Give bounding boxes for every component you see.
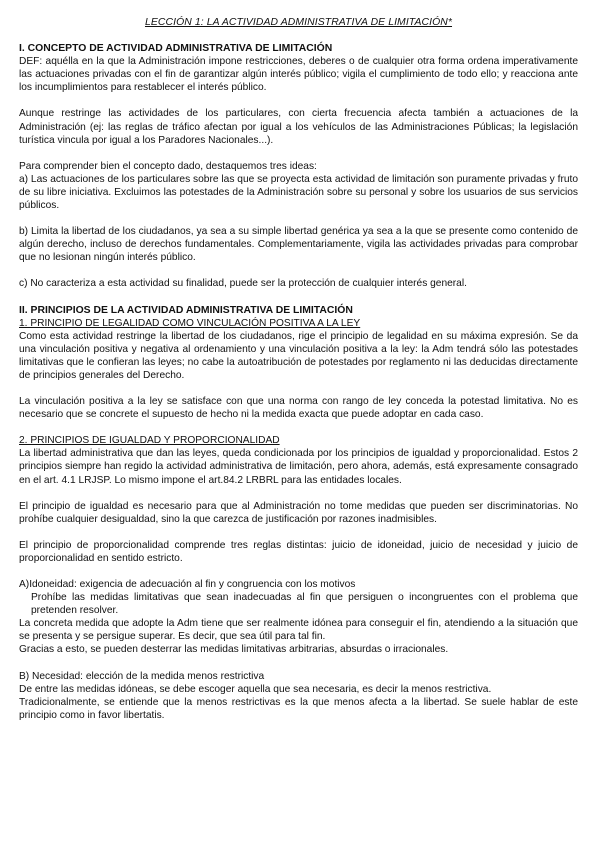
necessity-paragraph-2: Tradicionalmente, se entiende que la menos restrictivas es la que menos afecta a la libertad. Se suele hablar de este principio como in favor libertatis. [19, 696, 578, 721]
suitability-paragraph-2: La concreta medida que adopte la Adm tiene que ser realmente idónea para conseguir el fin, atendiendo a la situación que se presenta y se persigue superar. Es decir, que sea útil para tal fin. [19, 618, 578, 643]
idea-b-paragraph: b) Limita la libertad de los ciudadanos, ya sea a su simple libertad genérica ya sea a la que se presente como contenido de algún derecho, incluso de derechos fundamentales. Complementariamente, vigila las actividades privadas para comprobar que no lesionan ningún interés público. [19, 226, 578, 264]
suitability-paragraph-3: Gracias a esto, se pueden desterrar las medidas limitativas arbitrarias, absurdas o irracionales. [19, 644, 449, 656]
three-ideas-intro: Para comprender bien el concepto dado, destaquemos tres ideas: [19, 160, 317, 172]
lesson-title: LECCIÓN 1: LA ACTIVIDAD ADMINISTRATIVA DE LIMITACIÓN* [144, 17, 453, 28]
suitability-heading: A)Idoneidad: exigencia de adecuación al fin y congruencia con los motivos [19, 579, 356, 590]
idea-c-paragraph: c) No caracteriza a esta actividad su finalidad, puede ser la protección de cualquier interés general. [19, 278, 467, 290]
subsection-2-heading: 2. PRINCIPIOS DE IGUALDAD Y PROPORCIONALIDAD [19, 435, 280, 447]
section-2-heading: II. PRINCIPIOS DE LA ACTIVIDAD ADMINISTRATIVA DE LIMITACIÓN [19, 304, 353, 316]
idea-a-paragraph: a) Las actuaciones de los particulares sobre las que se proyecta esta actividad de limitación son puramente privadas y fruto de su libre iniciativa. Excluimos las potestades de la Administración sobre su personal y sobre los usuarios de sus servicios públicos. [19, 173, 578, 212]
suitability-paragraph-1: Prohíbe las medidas limitativas que sean inadecuadas al fin que persiguen o incongruentes con el problema que pretenden resolver. [31, 592, 578, 617]
equality-paragraph-2: El principio de igualdad es necesario para que al Administración no tome medidas que pueden ser discriminatorias. No prohíbe cualquier desigualdad, sino la que carezca de justificación por razones inadmisibles. [19, 500, 578, 525]
necessity-paragraph-1: De entre las medidas idóneas, se debe escoger aquella que sea necesaria, es decir la menos restrictiva. [19, 683, 492, 695]
legality-paragraph-1: Como esta actividad restringe la libertad de los ciudadanos, rige el principio de legalidad en su máxima expresión. Se da una vinculación positiva y negativa al ordenamiento y una vinculación positiva a la ley: la Adm tendrá sólo las potestades limitativas que le confieran las leyes; no cabe la autoatribución de potestades por reglamento ni las deducidas directamente de principios generales del Derecho. [19, 330, 578, 381]
section-1-heading: I. CONCEPTO DE ACTIVIDAD ADMINISTRATIVA DE LIMITACIÓN [19, 43, 333, 55]
legality-paragraph-2: La vinculación positiva a la ley se satisface con que una norma con rango de ley conceda la potestad limitativa. No es necesario que se concrete el supuesto de hecho ni la medida exacta que puede adoptar en cada caso. [19, 396, 578, 421]
proportionality-paragraph: El principio de proporcionalidad comprende tres reglas distintas: juicio de idoneidad, juicio de necesidad y juicio de proporcionalidad en sentido estricto. [19, 539, 578, 564]
equality-paragraph-1: La libertad administrativa que dan las leyes, queda condicionada por los principios de igualdad y proporcionalidad. Estos 2 principios siempre han regido la actividad administrativa de limitación, pero ahora, además, está expresamente consagrado en el art. 4.1 LRJSP. Lo mismo impone el art.84.2 LRBRL para las entidades locales. [19, 448, 578, 486]
definition-paragraph: DEF: aquélla en la que la Administración impone restricciones, deberes o de cualquier otra forma ordena imperativamente las actuaciones privadas con el fin de garantizar algún interés público; vigila el cumplimiento de todo ello; y reacciona ante los incumplimientos para restablecer el interés público. [19, 56, 578, 94]
subsection-1-heading: 1. PRINCIPIO DE LEGALIDAD COMO VINCULACIÓN POSITIVA A LA LEY [19, 317, 361, 329]
necessity-heading: B) Necesidad: elección de la medida menos restrictiva [19, 670, 265, 682]
scope-paragraph: Aunque restringe las actividades de los particulares, con cierta frecuencia afecta también a actuaciones de la Administración (ej: las reglas de tráfico afectan por igual a los vehículos de las Administraciones Públicas; la legislación turística vincula por igual a los Paradores Nacionales...). [19, 108, 578, 146]
